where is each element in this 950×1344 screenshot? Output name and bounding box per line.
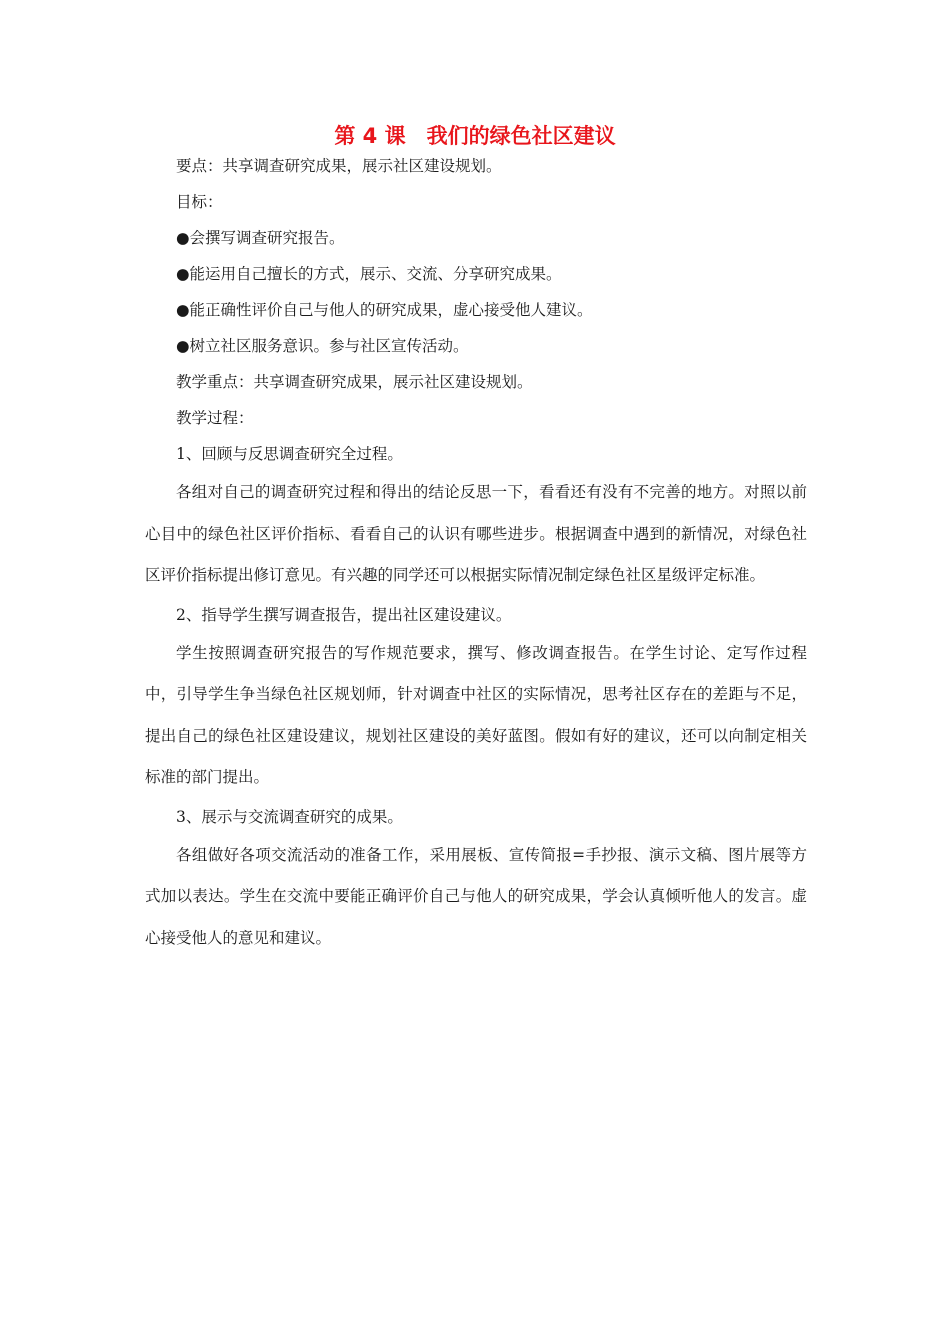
goal-item: ●能运用自己擅长的方式，展示、交流、分享研究成果。 (176, 265, 562, 283)
step-heading: 3、展示与交流调查研究的成果。 (176, 807, 403, 826)
key-points: 要点：共享调查研究成果，展示社区建设规划。 (176, 157, 502, 175)
goal-item: ●能正确性评价自己与他人的研究成果，虚心接受他人建议。 (176, 301, 593, 319)
document-body (145, 148, 807, 959)
lesson-title: 第 4 课 我们的绿色社区建议 (334, 124, 616, 148)
goal-item: ●树立社区服务意识。参与社区宣传活动。 (176, 337, 469, 355)
step-heading: 2、指导学生撰写调查报告，提出社区建设建议。 (176, 605, 512, 624)
step-heading: 1、回顾与反思调查研究全过程。 (176, 445, 403, 463)
step-body: 各组做好各项交流活动的准备工作，采用展板、宣传简报=手抄报、演示文稿、图片展等方式加以表达。学生在交流中要能正确评价自己与他人的研究成果，学会认真倾听他人的发言。虚心接受他人的意见和建议。 (145, 845, 807, 947)
process-label: 教学过程： (176, 409, 254, 427)
teaching-focus: 教学重点：共享调查研究成果，展示社区建设规划。 (176, 373, 533, 391)
step-body: 学生按照调查研究报告的写作规范要求，撰写、修改调查报告。在学生讨论、定写作过程中，引导学生争当绿色社区规划师，针对调查中社区的实际情况，思考社区存在的差距与不足，提出自己的绿色社区建设建议，规划社区建设的美好蓝图。假如有好的建议，还可以向制定相关标准的部门提出。 (145, 643, 807, 786)
goal-item: ●会撰写调查研究报告。 (176, 229, 345, 247)
goals-label: 目标： (176, 193, 223, 211)
step-body: 各组对自己的调查研究过程和得出的结论反思一下，看看还有没有不完善的地方。对照以前心目中的绿色社区评价指标、看看自己的认识有哪些进步。根据调查中遇到的新情况，对绿色社区评价指标提出修订意见。有兴趣的同学还可以根据实际情况制定绿色社区星级评定标准。 (145, 483, 807, 584)
